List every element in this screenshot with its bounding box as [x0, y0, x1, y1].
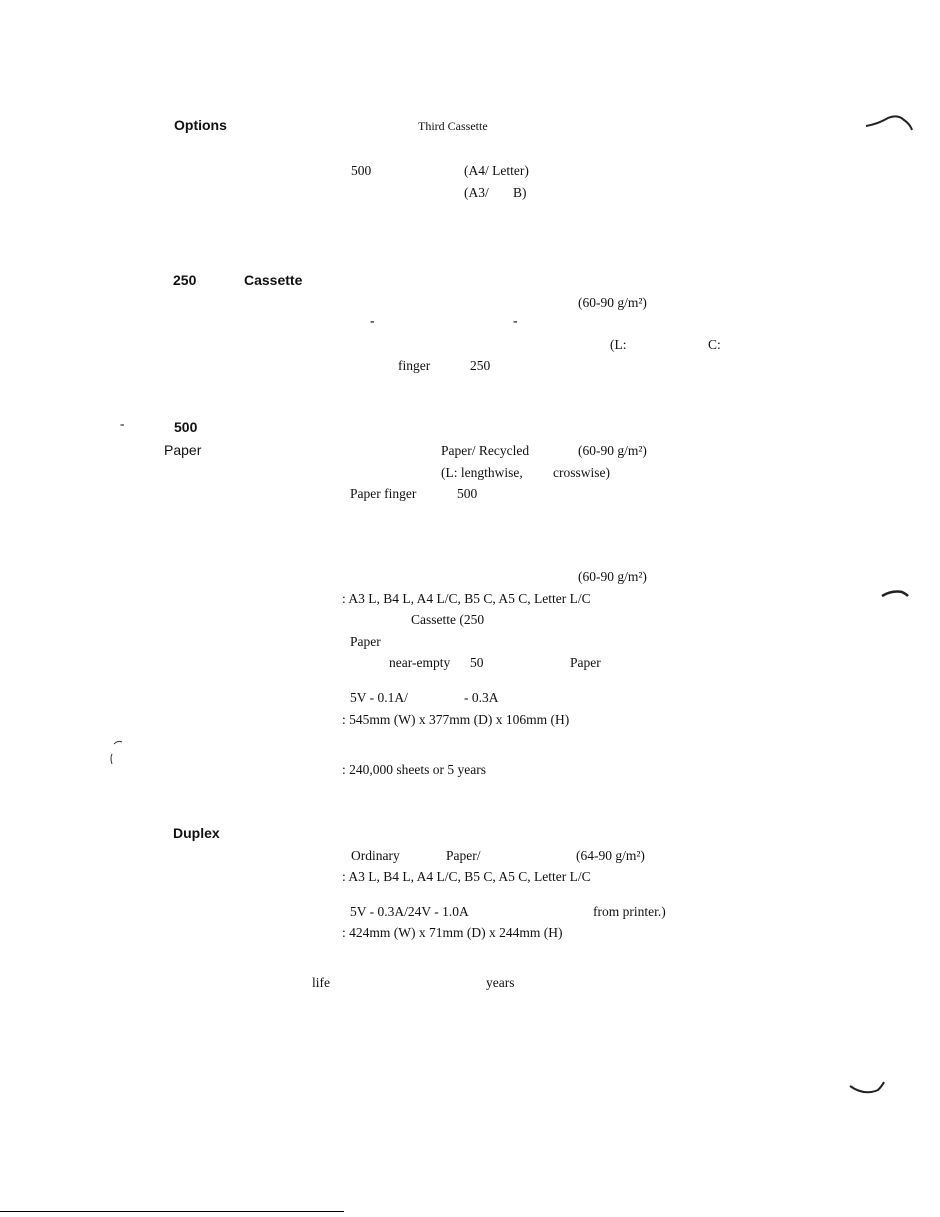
duplex-from-printer: from printer.) [593, 904, 666, 919]
feeder-paper-2: Paper [570, 655, 601, 670]
bottom-rule [0, 1211, 344, 1212]
cassette-250-capacity: 250 [470, 358, 491, 373]
cassette-250-dash-1: - [370, 313, 375, 328]
options-500: 500 [351, 163, 372, 178]
options-a3-open: (A3/ [464, 185, 489, 200]
scan-mark-left-bracket-icon [108, 738, 128, 766]
duplex-ordinary: Ordinary [351, 848, 400, 863]
scan-mark-bottom-right-icon [848, 1080, 888, 1100]
paper-500-capacity: 500 [457, 486, 478, 501]
cassette-250-l: (L: [610, 337, 627, 352]
paper-500-orientation: (L: lengthwise, [441, 465, 523, 480]
paper-500-dash: - [120, 416, 125, 431]
duplex-heading: Duplex [173, 825, 220, 841]
feeder-life: : 240,000 sheets or 5 years [342, 762, 486, 777]
feeder-paper: Paper [350, 634, 381, 649]
duplex-dimensions: : 424mm (W) x 71mm (D) x 244mm (H) [342, 925, 563, 940]
cassette-250-weight: (60-90 g/m²) [578, 295, 647, 310]
cassette-250-word: Cassette [244, 272, 303, 288]
duplex-weight: (64-90 g/m²) [576, 848, 645, 863]
feeder-dimensions: : 545mm (W) x 377mm (D) x 106mm (H) [342, 712, 570, 727]
options-a4-letter: (A4/ Letter) [464, 163, 529, 178]
paper-500-crosswise: crosswise) [553, 465, 610, 480]
duplex-paper: Paper/ [446, 848, 481, 863]
feeder-near-empty-count: 50 [470, 655, 484, 670]
options-b-close: B) [513, 185, 527, 200]
cassette-250-finger: finger [398, 358, 431, 373]
paper-500-paper-finger: Paper finger [350, 486, 417, 501]
paper-500-num: 500 [174, 419, 198, 435]
feeder-power-a: 5V - 0.1A/ [350, 690, 408, 705]
duplex-life-label: life [312, 975, 330, 990]
feeder-power-b: - 0.3A [464, 690, 499, 705]
scan-mark-right-middle-icon [880, 588, 910, 600]
feeder-sizes: : A3 L, B4 L, A4 L/C, B5 C, A5 C, Letter L/C [342, 591, 591, 606]
cassette-250-dash-2: - [513, 313, 518, 328]
feeder-cassette: Cassette (250 [411, 612, 485, 627]
scan-mark-top-right-icon [864, 112, 916, 136]
options-heading: Options [174, 117, 227, 133]
cassette-250-num: 250 [173, 272, 197, 288]
third-cassette-label: Third Cassette [418, 119, 488, 133]
feeder-near-empty: near-empty [389, 655, 451, 670]
feeder-weight: (60-90 g/m²) [578, 569, 647, 584]
duplex-power: 5V - 0.3A/24V - 1.0A [350, 904, 469, 919]
cassette-250-c: C: [708, 337, 721, 352]
duplex-sizes: : A3 L, B4 L, A4 L/C, B5 C, A5 C, Letter L/C [342, 869, 591, 884]
paper-500-weight: (60-90 g/m²) [578, 443, 647, 458]
paper-500-word: Paper [164, 442, 202, 458]
paper-500-paper-recycled: Paper/ Recycled [441, 443, 530, 458]
duplex-years: years [486, 975, 515, 990]
